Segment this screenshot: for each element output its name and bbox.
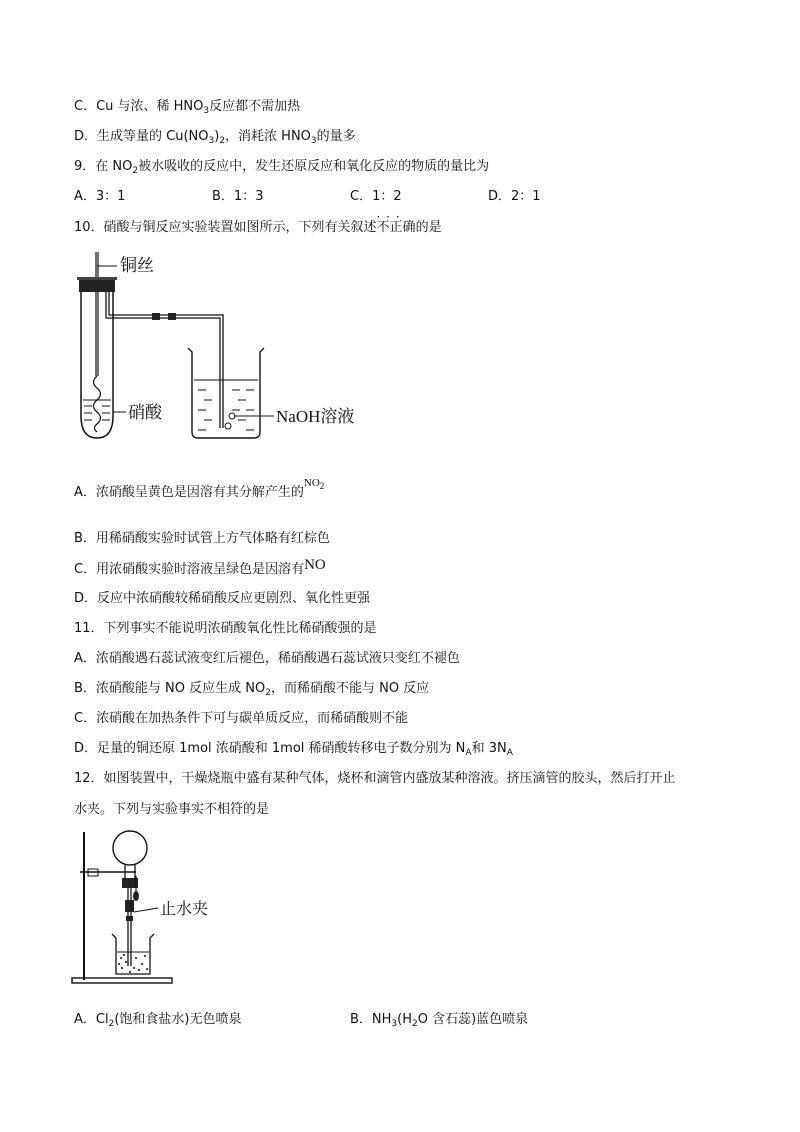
- q10-apparatus-figure: [70, 248, 430, 448]
- q10-option-c: C．用浓硝酸实验时溶液呈绿色是因溶有NO: [74, 557, 326, 577]
- q10-option-b: B．用稀硝酸实验时试管上方气体略有红棕色: [74, 531, 330, 546]
- q10-stem: 10．硝酸与铜反应实验装置如图所示，下列有关叙述· · · 不正确的是: [74, 219, 442, 237]
- q11-option-c: C．浓硝酸在加热条件下可与碳单质反应，而稀硝酸则不能: [74, 711, 409, 726]
- naoh-solution-label: NaOH溶液: [276, 407, 355, 426]
- copper-wire-label: 铜丝: [120, 256, 154, 275]
- q12-option-a: A．$Cl_2$(饱和食盐水)无色喷泉: [74, 1012, 242, 1029]
- q11-stem: 11．下列事实不能说明浓硝酸氧化性比稀硝酸强的是: [74, 621, 377, 636]
- q10-option-a: A．浓硝酸呈黄色是因溶有其分解产生的$^{NO_2}$: [74, 477, 325, 500]
- water-clamp-label: 止水夹: [160, 901, 209, 918]
- q8-option-d: D．生成等量的 $Cu(NO_3)_2$，消耗浓 $HNO_3$的量多: [74, 129, 356, 146]
- q11-option-b: B．浓硝酸能与 NO 反应生成 $NO_2$，而稀硝酸不能与 NO 反应: [74, 681, 430, 698]
- q12-stem-line1: 12．如图装置中，干燥烧瓶中盛有某种气体，烧杯和滴管内盛放某种溶液。挤压滴管的胶头，然后打开止: [74, 771, 676, 786]
- q11-option-a: A．浓硝酸遇石蕊试液变红后褪色，稀硝酸遇石蕊试液只变红不褪色: [74, 651, 460, 666]
- q9-stem: 9．在 $NO_2$被水吸收的反应中，发生还原反应和氧化反应的物质的量比为: [74, 159, 490, 176]
- q11-option-d: D．足量的铜还原 1mol 浓硝酸和 1mol 稀硝酸转移电子数分别为 $N_A$和 $3N_A$: [74, 741, 513, 758]
- q12-stem-line2: 水夹。下列与实验事实不相符的是: [74, 802, 270, 817]
- q9-option-c: C．1：2: [350, 189, 402, 204]
- nitric-acid-label: 硝酸: [128, 403, 162, 422]
- q9-option-d: D．2：1: [488, 189, 541, 204]
- q9-option-b: B．1：3: [212, 189, 264, 204]
- q8-option-c: C．Cu 与浓、稀 $HNO_3$反应都不需加热: [74, 99, 301, 116]
- q12-option-b: B．$NH_3(H_2O$ 含石蕊)蓝色喷泉: [350, 1012, 529, 1029]
- q10-option-d: D．反应中浓硝酸较稀硝酸反应更剧烈、氧化性更强: [74, 591, 371, 606]
- q9-option-a: A．3：1: [74, 189, 126, 204]
- q12-fountain-apparatus-figure: [70, 826, 270, 986]
